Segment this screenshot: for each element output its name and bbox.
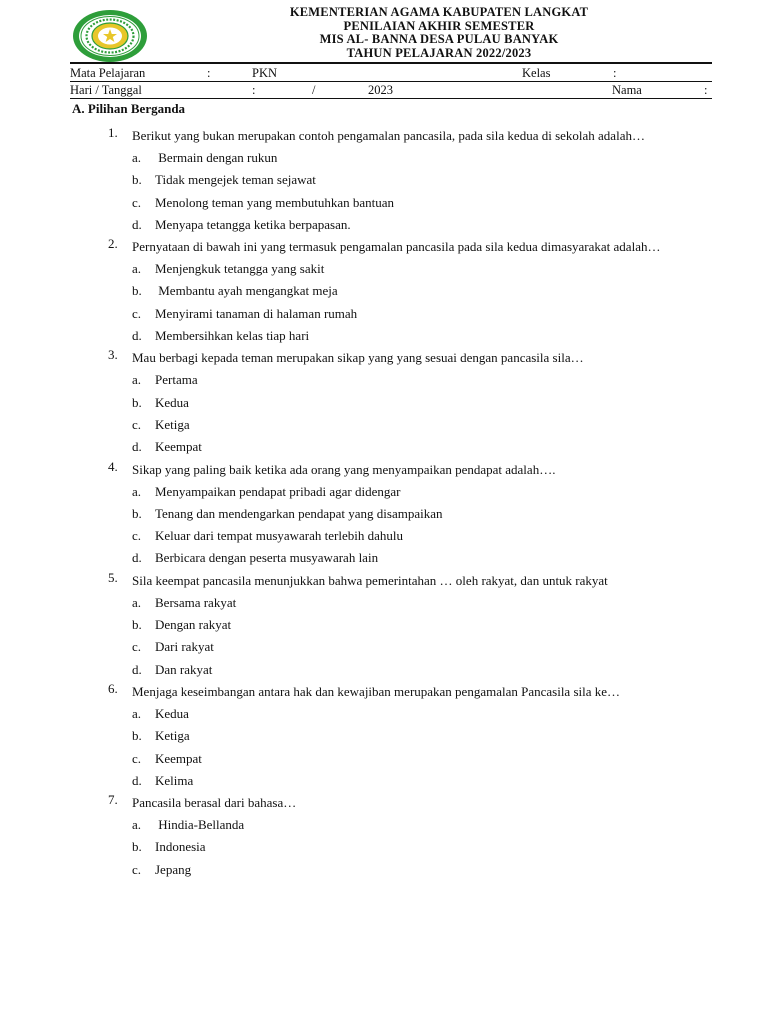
answer-option (132, 214, 712, 236)
option-letter: c. (132, 194, 142, 210)
option-letter: b. (132, 172, 142, 188)
option-text: Keluar dari tempat musyawarah terlebih dahulu (155, 528, 403, 544)
option-text: Tidak mengejek teman sejawat (155, 172, 316, 188)
option-letter: a. (132, 261, 142, 277)
option-letter: c. (132, 639, 142, 655)
option-letter: a. (132, 150, 142, 165)
answer-option (132, 258, 712, 280)
question-item (108, 681, 712, 792)
meta-divider-2 (70, 98, 712, 99)
date-slash: / (312, 83, 316, 97)
option-letter: c. (132, 528, 142, 544)
answer-option (132, 369, 712, 391)
answer-option (132, 547, 712, 569)
answer-option (132, 481, 712, 503)
question-item (108, 125, 712, 236)
option-letter: b. (132, 394, 142, 410)
option-letter: c. (132, 305, 142, 321)
option-text: Keempat (155, 439, 202, 455)
header-ministry: KEMENTERIAN AGAMA KABUPATEN LANGKAT (289, 5, 589, 19)
question-text: Mau berbagi kepada teman merupakan sikap yang yang sesuai dengan pancasila sila… (132, 350, 584, 366)
option-letter: c. (132, 861, 142, 877)
question-item (108, 570, 712, 681)
option-text: Tenang dan mendengarkan pendapat yang disampaikan (155, 505, 443, 521)
subject-label: Mata Pelajaran (70, 66, 146, 80)
answer-option (132, 392, 712, 414)
option-letter: a. (132, 372, 142, 388)
option-text: Keempat (155, 750, 202, 766)
header-exam-title: PENILAIAN AKHIR SEMESTER (343, 18, 535, 33)
date-label: Hari / Tanggal (70, 83, 142, 97)
answer-option (132, 303, 712, 325)
option-text: Pertama (155, 372, 198, 388)
date-year: 2023 (368, 83, 393, 97)
answer-options (132, 703, 712, 792)
option-letter: a. (132, 705, 142, 721)
option-text: Indonesia (155, 839, 206, 855)
option-letter: b. (132, 505, 142, 521)
answer-option (132, 703, 712, 725)
answer-option (132, 436, 712, 458)
class-colon: : (613, 66, 617, 80)
option-text: Kedua (155, 705, 189, 721)
option-letter: b. (132, 728, 142, 744)
question-item (108, 792, 712, 881)
question-number: 7. (108, 792, 118, 808)
question-number: 1. (108, 125, 118, 140)
class-label: Kelas (522, 66, 551, 80)
option-letter: c. (132, 416, 142, 432)
subject-value: PKN (252, 66, 278, 80)
answer-option (132, 814, 712, 836)
question-text: Sila keempat pancasila menunjukkan bahwa pemerintahan … oleh rakyat, dan untuk rakyat (132, 572, 608, 588)
answer-options (132, 592, 712, 681)
answer-option (132, 859, 712, 881)
meta-row-date (70, 83, 712, 99)
question-text: Sikap yang paling baik ketika ada orang yang menyampaikan pendapat adalah…. (132, 461, 556, 477)
question-number: 3. (108, 347, 118, 363)
option-text: Hindia-Bellanda (155, 817, 245, 833)
question-number: 6. (108, 680, 118, 696)
question-item (108, 459, 712, 570)
question-text: Menjaga keseimbangan antara hak dan kewajiban merupakan pengamalan Pancasila sila ke… (132, 683, 621, 699)
answer-option (132, 836, 712, 858)
question-number: 4. (108, 458, 118, 474)
option-letter: b. (132, 283, 142, 299)
answer-option (132, 192, 712, 214)
option-letter: d. (132, 772, 142, 788)
option-text: Ketiga (155, 416, 190, 432)
answer-option (132, 770, 712, 792)
option-letter: b. (132, 617, 142, 633)
option-text: Membantu ayah mengangkat meja (155, 283, 338, 299)
date-colon: : (252, 83, 256, 97)
option-text: Dari rakyat (155, 639, 214, 655)
option-text: Menyampaikan pendapat pribadi agar didengar (155, 483, 401, 499)
answer-option (132, 503, 712, 525)
answer-option (132, 525, 712, 547)
option-text: Menolong teman yang membutuhkan bantuan (155, 194, 395, 210)
question-number: 5. (108, 569, 118, 585)
question-item (108, 347, 712, 458)
option-letter: c. (132, 750, 142, 766)
meta-row-subject (70, 66, 712, 82)
option-letter: d. (132, 439, 142, 455)
answer-options (132, 258, 712, 347)
option-letter: b. (132, 839, 142, 855)
option-text: Jepang (155, 861, 192, 877)
header-divider (70, 62, 712, 64)
answer-options (132, 481, 712, 570)
answer-option (132, 280, 712, 302)
meta-divider-1 (70, 81, 712, 82)
answer-option (132, 147, 712, 169)
option-letter: d. (132, 328, 142, 344)
option-text: Menyapa tetangga ketika berpapasan. (155, 216, 351, 232)
answer-option (132, 636, 712, 658)
answer-option (132, 592, 712, 614)
name-label: Nama (612, 83, 642, 97)
question-text: Berikut yang bukan merupakan contoh pengamalan pancasila, pada sila kedua di sekolah adalah… (132, 128, 645, 143)
answer-option (132, 725, 712, 747)
option-letter: a. (132, 594, 142, 610)
section-title: A. Pilihan Berganda (72, 101, 186, 116)
option-text: Dengan rakyat (155, 617, 232, 633)
answer-option (132, 659, 712, 681)
answer-option (132, 169, 712, 191)
option-letter: d. (132, 661, 142, 677)
option-text: Kedua (155, 394, 189, 410)
option-text: Menjengkuk tetangga yang sakit (155, 261, 325, 277)
school-logo-icon (70, 8, 150, 64)
question-number: 2. (108, 236, 118, 252)
option-letter: a. (132, 483, 142, 499)
answer-options (132, 369, 712, 458)
option-text: Dan rakyat (155, 661, 213, 677)
option-text: Membersihkan kelas tiap hari (155, 328, 310, 344)
question-text: Pernyataan di bawah ini yang termasuk pengamalan pancasila pada sila kedua dimasyarakat adalah… (132, 239, 661, 255)
option-letter: d. (132, 216, 142, 232)
option-text: Menyirami tanaman di halaman rumah (155, 305, 358, 321)
answer-option (132, 614, 712, 636)
option-text: Bersama rakyat (155, 594, 237, 610)
option-text: Bermain dengan rukun (155, 150, 278, 165)
document-header (170, 6, 708, 60)
subject-colon: : (207, 66, 211, 80)
name-colon: : (704, 83, 708, 97)
answer-options (132, 814, 712, 881)
question-list (108, 125, 712, 881)
header-school-name: MIS AL- BANNA DESA PULAU BANYAK (319, 32, 559, 46)
header-academic-year: TAHUN PELAJARAN 2022/2023 (346, 45, 532, 60)
option-letter: d. (132, 550, 142, 566)
answer-option (132, 325, 712, 347)
option-text: Berbicara dengan peserta musyawarah lain (155, 550, 379, 566)
question-item (108, 236, 712, 347)
question-text: Pancasila berasal dari bahasa… (132, 795, 297, 811)
option-letter: a. (132, 817, 142, 833)
option-text: Ketiga (155, 728, 190, 744)
option-text: Kelima (155, 772, 194, 788)
answer-options (132, 147, 712, 236)
answer-option (132, 414, 712, 436)
answer-option (132, 748, 712, 770)
